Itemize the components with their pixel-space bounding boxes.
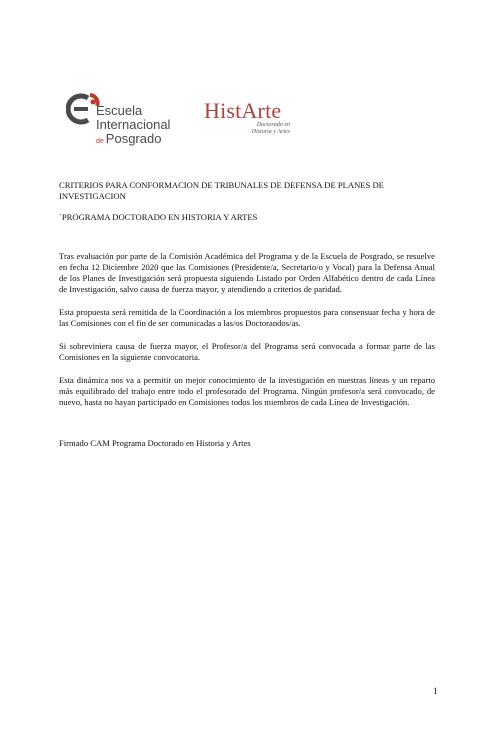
escuela-line-2: Internacional bbox=[96, 117, 171, 132]
histarte-logo bbox=[204, 100, 304, 140]
histarte-logo-sub-2: Historia y Artes bbox=[251, 129, 290, 135]
document-heading: CRITERIOS PARA CONFORMACION DE TRIBUNALES DE DEFENSA DE PLANES DE INVESTIGACION bbox=[59, 180, 384, 201]
signature-line: Firmado CAM Programa Doctorado en Historia y Artes bbox=[59, 438, 251, 448]
escuela-line-3-word: Posgrado bbox=[105, 131, 162, 146]
paragraph-evaluation: Tras evaluación por parte de la Comisión Académica del Programa y de la Escuela de Posgrado, se resuelve en fecha 12 Diciembre 2020 que las Comisiones (Presidente/a, Secretario/o y Vocal) para la Defensa Anual de los Planes de Investigación será propuesta siguiendo Listado por Orden Alfabético dentro de cada Línea de Investigación, salvo causa de fuerza mayor, y atendiendo a criterios de paridad. bbox=[59, 251, 435, 294]
escuela-line-1: Escuela bbox=[96, 103, 143, 118]
histarte-logo-word: HistArte bbox=[204, 98, 282, 123]
paragraph-coordination: Esta propuesta será remitida de la Coordinación a los miembros propuestos para consensuar fecha y hora de las Comisiones con el fin de ser comunicadas a las/os Doctorandos/as. bbox=[59, 307, 435, 328]
document-body bbox=[59, 180, 435, 449]
page-number: 1 bbox=[433, 686, 438, 696]
escuela-line-3 bbox=[96, 132, 170, 149]
program-title: `PROGRAMA DOCTORADO EN HISTORIA Y ARTES bbox=[59, 212, 258, 222]
escuela-logo-mark-icon bbox=[66, 92, 100, 126]
escuela-posgrado-logo bbox=[66, 88, 196, 152]
escuela-logo-text bbox=[96, 104, 170, 149]
escuela-line-3-prefix: de bbox=[96, 138, 104, 145]
paragraph-dynamics: Esta dinámica nos va a permitir un mejor conocimiento de la investigación en nuestras líneas y un reparto más equilibrado del trabajo entre todo el profesorado del Programa. Ningún profesor/a será convocado, de nuevo, hasta no hayan participado en Comisiones todos los miembros de cada Línea de Investigación. bbox=[59, 375, 435, 407]
paragraph-force-majeure: Si sobreviniera causa de fuerza mayor, el Profesor/a del Programa será convocada a formar parte de las Comisiones en la siguiente convocatoria. bbox=[59, 341, 435, 362]
histarte-logo-sub-1: Doctorado en bbox=[256, 122, 290, 128]
